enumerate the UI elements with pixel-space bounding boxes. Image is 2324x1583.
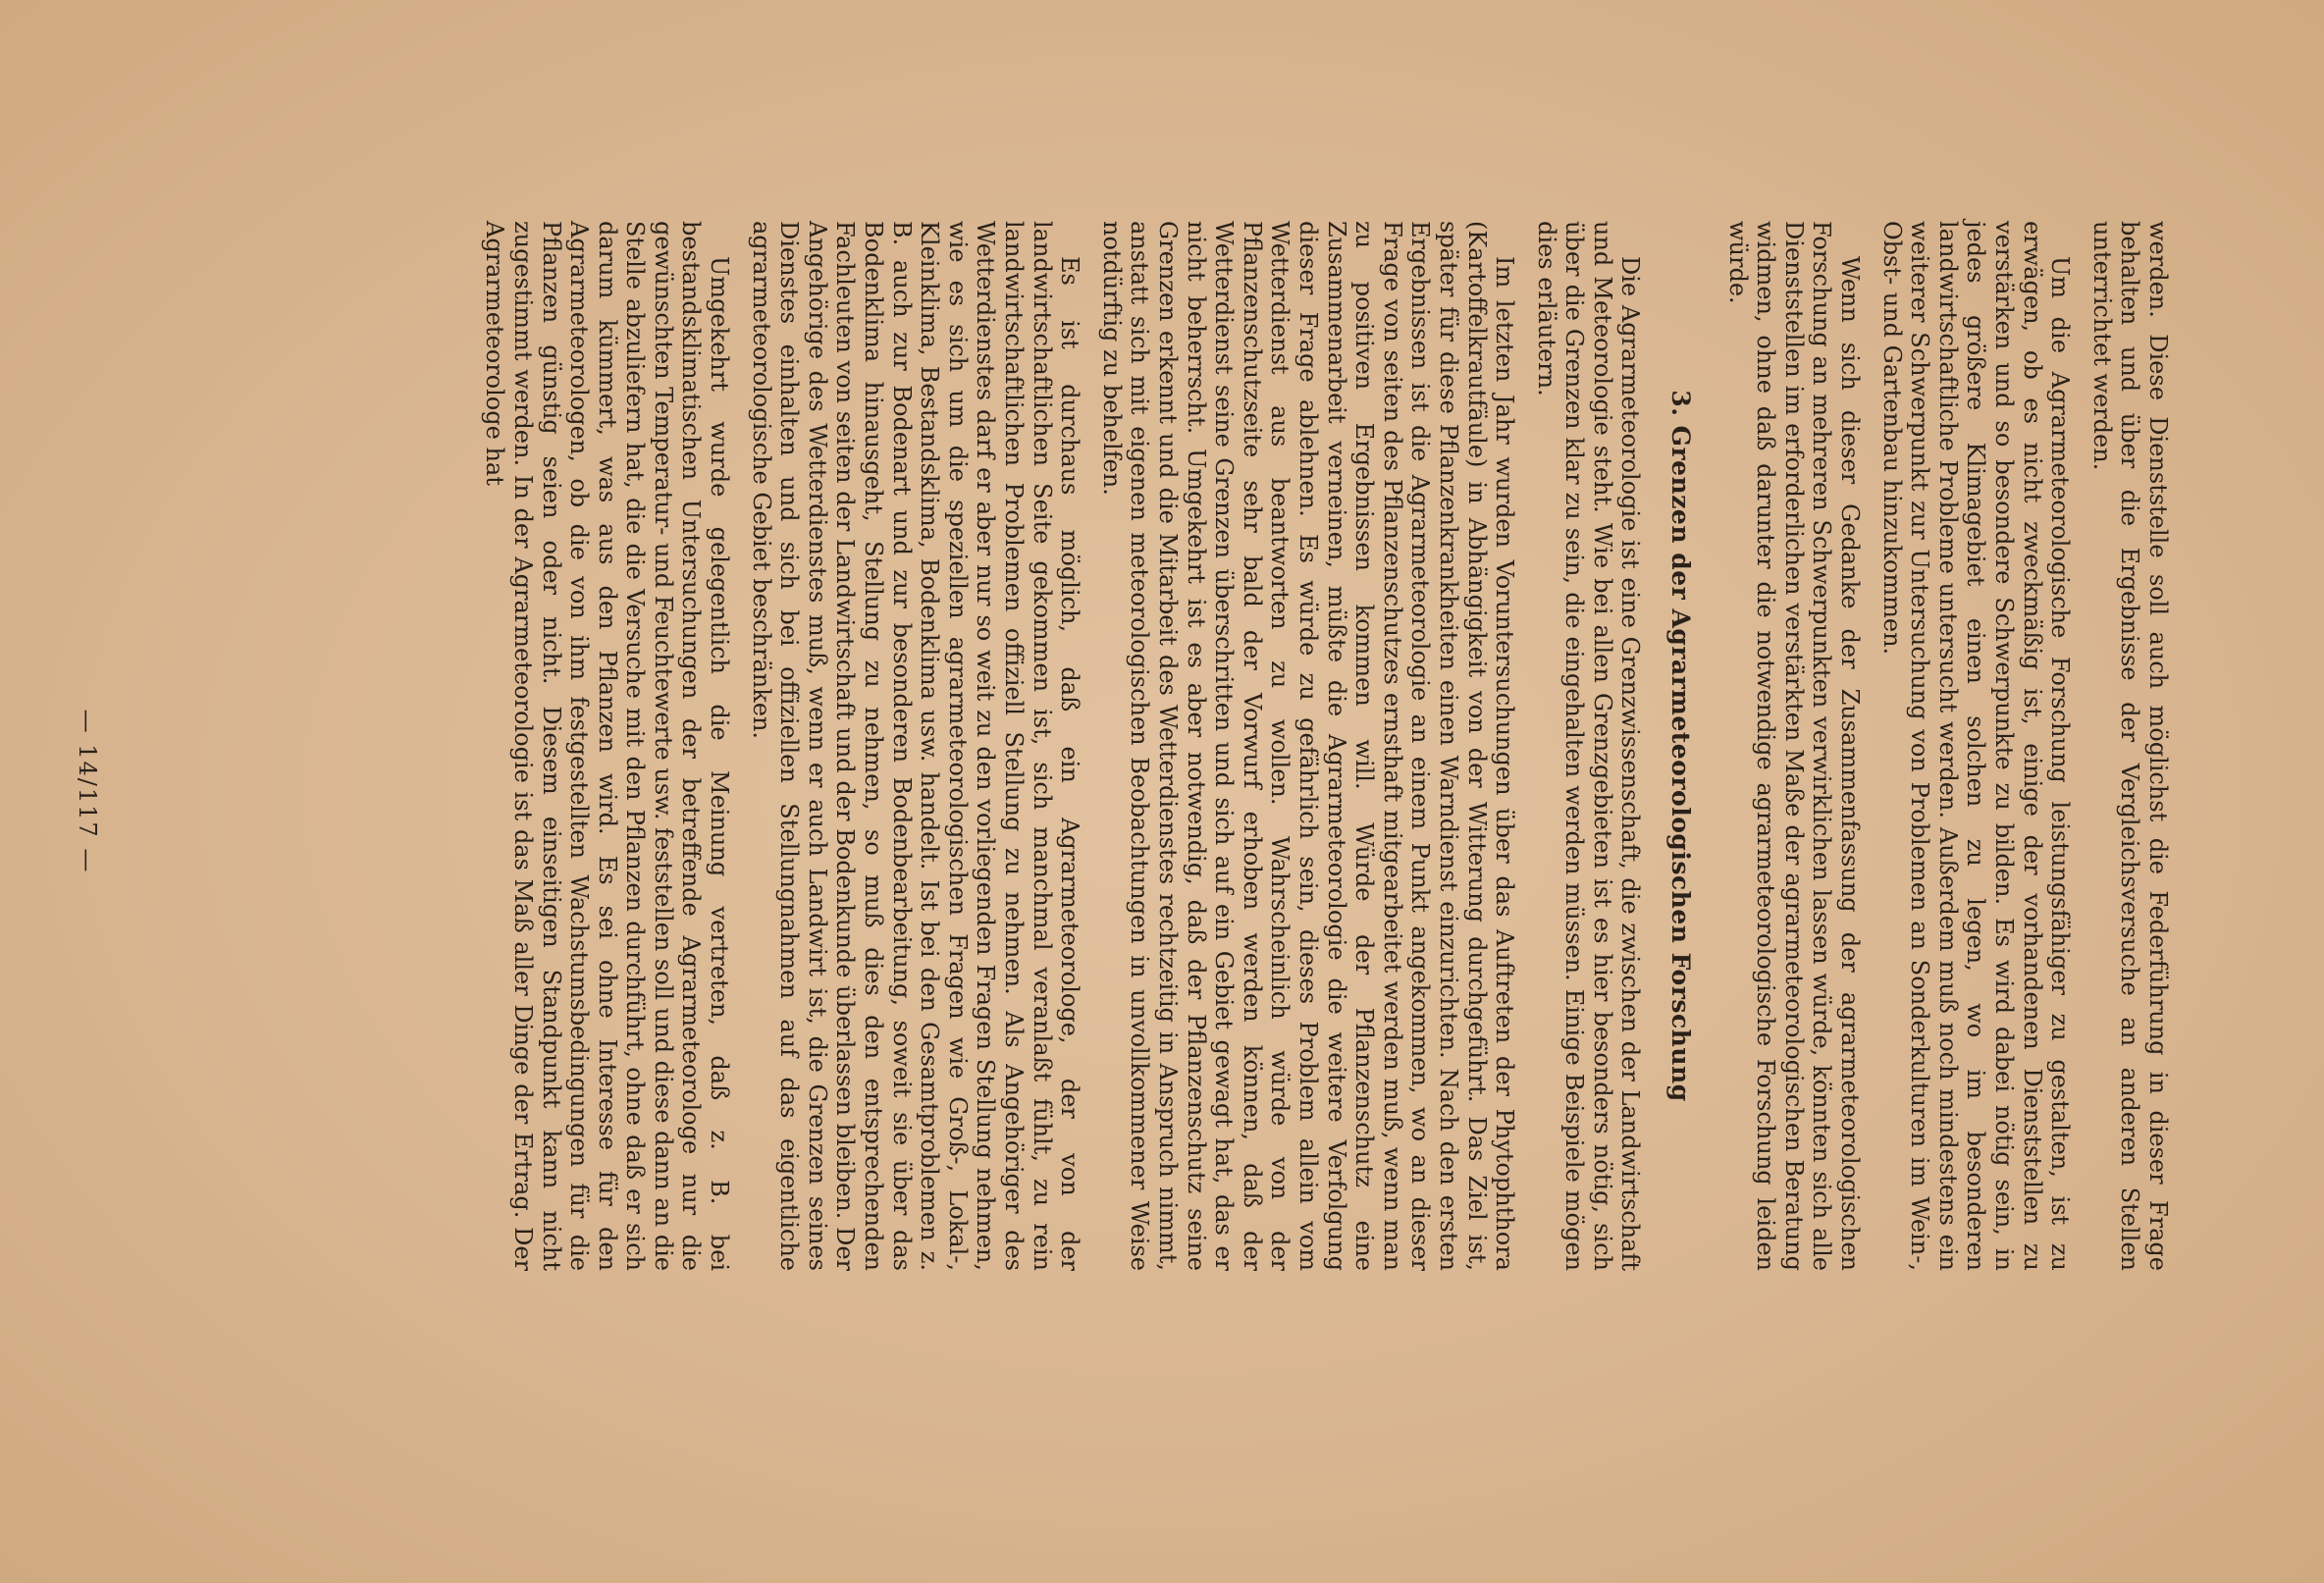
section-heading: 3. Grenzen der Agrarmeteorologischen Forschung: [1666, 390, 1696, 1102]
paragraph: Es ist durchaus möglich, daß ein Agrarmeteorologe, der von der landwirtschaftlichen Seite gekommen ist, sich manchmal veranlaßt fühlt, zu rein landwirtschaftlichen Problemen offiziell Stellung zu nehmen. Als Angehöriger des Wetterdienstes darf er aber nur so weit zu den vorliegenden Fragen Stellung nehmen, wie es sich um die speziellen agrarmeteorologischen Fragen wie Groß-, Lokal-, Kleinklima, Bestandsklima, Bodenklima usw. handelt. Ist bei den Gesamtproblemen z. B. auch zur Bodenart und zur besonderen Bodenbearbeitung, soweit sie über das Bodenklima hinausgeht, Stellung zu nehmen, so muß dies den entsprechenden Fachleuten von seiten der Landwirtschaft und der Bodenkunde überlassen bleiben. Der Angehörige des Wetterdienstes muß, wenn er auch Landwirt ist, die Grenzen seines Dienstes einhalten und sich bei offiziellen Stellungnahmen auf das eigentliche agrarmeteorologische Gebiet beschränken.: [747, 221, 1084, 1271]
paragraph: Um die Agrarmeteorologische Forschung leistungsfähiger zu gestalten, ist zu erwägen, ob es nicht zweckmäßig ist, einige der vorhandenen Dienststellen zu verstärken und so besondere Schwerpunkte zu bilden. Es wird dabei nötig sein, in jedes größere Klimagebiet einen solchen zu legen, wo im besonderen landwirtschaftliche Probleme untersucht werden. Außerdem muß noch mindestens ein weiterer Schwerpunkt zur Untersuchung von Problemen an Sonderkulturen im Wein-, Obst- und Gartenbau hinzukommen.: [1877, 221, 2075, 1271]
paragraph: Im letzten Jahr wurden Voruntersuchungen über das Auftreten der Phytophthora (Kartoffelkrautfäule) in Abhängigkeit von der Witterung durchgeführt. Das Ziel ist, später für diese Pflanzenkrankheiten einen Warndienst einzurichten. Nach den ersten Ergebnissen ist die Agrarmeteorologie an einem Punkt angekommen, wo an dieser Frage von seiten des Pflanzenschutzes ernsthaft mitgearbeitet werden muß, wenn man zu positiven Ergebnissen kommen will. Würde der Pflanzenschutz eine Zusammenarbeit verneinen, müßte die Agrarmeteorologie die weitere Verfolgung dieser Frage ablehnen. Es würde zu gefährlich sein, dieses Problem allein vom Wetterdienst aus beantworten zu wollen. Wahrscheinlich würde von der Pflanzenschutzseite sehr bald der Vorwurf erhoben werden können, daß der Wetterdienst seine Grenzen überschritten und sich auf ein Gebiet gewagt hat, das er nicht beherrscht. Umgekehrt ist es aber notwendig, daß der Pflanzenschutz seine Grenzen erkennt und die Mitarbeit des Wetterdienstes rechtzeitig in Anspruch nimmt, anstatt sich mit eigenen meteorologischen Beobachtungen in unvollkommener Weise notdürftig zu behelfen.: [1097, 221, 1519, 1271]
paragraph: werden. Diese Dienststelle soll auch möglichst die Federführung in dieser Frage behalten und über die Ergebnisse der Vergleichsversuche an anderen Stellen unterrichtet werden.: [2087, 221, 2172, 1271]
paragraph: Umgekehrt wurde gelegentlich die Meinung vertreten, daß z. B. bei bestandsklimatischen Untersuchungen der betreffende Agrarmeteorologe nur die gewünschten Temperatur- und Feuchtewerte usw. feststellen soll und diese dann an die Stelle abzuliefern hat, die die Versuche mit den Pflanzen durchführt, ohne daß er sich darum kümmert, was aus den Pflanzen wird. Es sei ohne Interesse für den Agrarmeteorologen, ob die von ihm festgestellten Wachstumsbedingungen für die Pflanzen günstig seien oder nicht. Diesem einseitigen Standpunkt kann nicht zugestimmt werden. In der Agrarmeteorologie ist das Maß aller Dinge der Ertrag. Der Agrarmeteorologe hat: [481, 221, 734, 1271]
page-number: — 14/117 —: [74, 709, 101, 874]
document-body: [481, 221, 2172, 1271]
paragraph: Wenn sich dieser Gedanke der Zusammenfassung der agrarmeteorologischen Forschung an mehreren Schwerpunkten verwirklichen lassen würde, könnten sich alle Dienststellen im erforderlichen verstärkten Maße der agrarmeteorologischen Beratung widmen, ohne daß darunter die notwendige agrarmeteorologische Forschung leiden würde.: [1723, 221, 1865, 1271]
paragraph: Die Agrarmeteorologie ist eine Grenzwissenschaft, die zwischen der Landwirtschaft und Meteorologie steht. Wie bei allen Grenzgebieten ist es hier besonders nötig, sich über die Grenzen klar zu sein, die eingehalten werden müssen. Einige Beispiele mögen dies erläutern.: [1532, 221, 1645, 1271]
